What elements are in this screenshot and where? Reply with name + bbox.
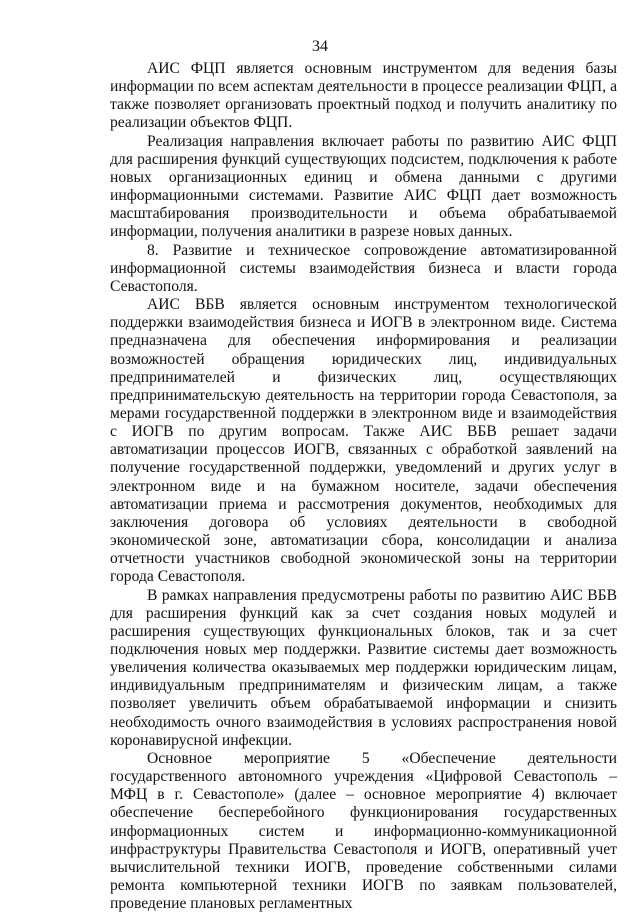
paragraph-ais-fcp-development: Реализация направления включает работы по развитию АИС ФЦП для расширения функций существующих подсистем, подключения к работе новых организационных единиц и обмена данными с другими информационными системами. Развитие АИС ФЦП дает возможность масштабирования производительности и объема обрабатываемой информации, получения аналитики в разрезе новых данных. bbox=[110, 132, 617, 241]
paragraph-item-8-heading: 8. Развитие и техническое сопровождение автоматизированной информационной системы взаимодействия бизнеса и власти города Севастополя. bbox=[110, 241, 617, 295]
page-number: 34 bbox=[312, 38, 328, 55]
paragraph-ais-fcp-intro: АИС ФЦП является основным инструментом для ведения базы информации по всем аспектам деятельности в процессе реализации ФЦП, а также позволяет организовать проектный подход и получить аналитику по реализации объектов ФЦП. bbox=[110, 60, 617, 132]
paragraph-ais-vbv-development: В рамках направления предусмотрены работы по развитию АИС ВБВ для расширения функций как за счет создания новых модулей и расширения существующих функциональных блоков, так и за счет подключения новых мер поддержки. Развитие системы дает возможность увеличения количества оказываемых мер поддержки юридическим лицам, индивидуальным предпринимателям и физическим лицам, а также позволяет увеличить объем обрабатываемой информации и снизить необходимость очного взаимодействия в условиях распространения новой коронавирусной инфекции. bbox=[110, 586, 617, 749]
paragraph-ais-vbv-description: АИС ВБВ является основным инструментом технологической поддержки взаимодействия бизнеса и ИОГВ в электронном виде. Система предназначена для обеспечения информирования и реализации возможностей обращения юридических лиц, индивидуальных предпринимателей и физических лиц, осуществляющих предпринимательскую деятельность на территории города Севастополя, за мерами государственной поддержки в электронном виде и взаимодействия с ИОГВ по другим вопросам. Также АИС ВБВ решает задачи автоматизации процессов ИОГВ, связанных с обработкой заявлений на получение государственной поддержки, уведомлений и других услуг в электронном виде и на бумажном носителе, задачи обеспечения автоматизации приема и рассмотрения документов, необходимых для заключения договора об условиях деятельности в свободной экономической зоне, автоматизации сбора, консолидации и анализа отчетности участников свободной экономической зоны на территории города Севастополя. bbox=[110, 296, 617, 586]
paragraph-main-activity-5: Основное мероприятие 5 «Обеспечение деятельности государственного автономного учреждения «Цифровой Севастополь – МФЦ в г. Севастополе» (далее – основное мероприятие 4) включает обеспечение бесперебойного функционирования государственных информационных систем и информационно-коммуникационной инфраструктуры Правительства Севастополя и ИОГВ, оперативный учет вычислительной техники ИОГВ, проведение собственными силами ремонта компьютерной техники ИОГВ по заявкам пользователей, проведение плановых регламентных bbox=[110, 749, 617, 913]
body-text bbox=[110, 60, 617, 913]
